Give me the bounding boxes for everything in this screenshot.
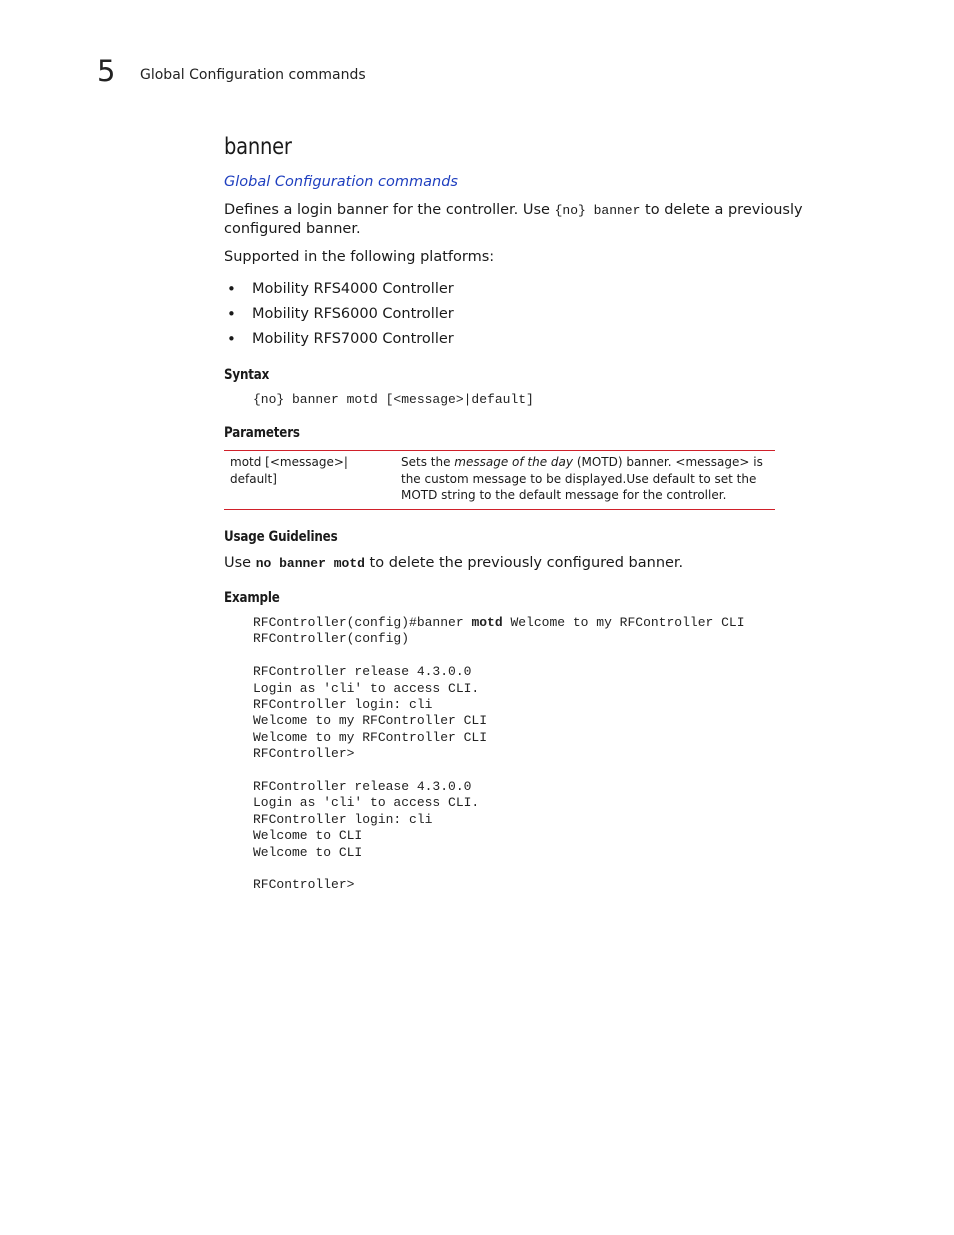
usage-text-before: Use xyxy=(224,554,256,571)
example-heading: Example xyxy=(224,589,280,606)
param-name-cell: motd [<message>| default] xyxy=(230,455,348,486)
example-first-prefix: RFController(config)#banner xyxy=(253,614,472,630)
list-item: • Mobility RFS7000 Controller xyxy=(224,327,844,352)
description-code: {no} banner xyxy=(554,203,641,218)
code-line: RFController release 4.3.0.0 xyxy=(253,778,472,794)
usage-code: no banner motd xyxy=(255,555,365,571)
code-line: Login as 'cli' to access CLI. xyxy=(253,795,480,811)
code-line: RFController> xyxy=(253,746,355,762)
parameters-heading: Parameters xyxy=(224,425,300,442)
code-line: Welcome to CLI xyxy=(253,828,363,844)
list-item: • Mobility RFS6000 Controller xyxy=(224,302,844,327)
code-line: RFController> xyxy=(253,877,355,893)
table-row xyxy=(224,451,775,510)
platform-list xyxy=(224,277,844,352)
example-first-bold: motd xyxy=(471,614,503,630)
code-line: RFController(config) xyxy=(253,631,410,647)
param-desc-before: Sets the xyxy=(401,455,455,470)
section-title: banner xyxy=(224,134,292,160)
example-code-lines xyxy=(253,631,487,892)
usage-heading: Usage Guidelines xyxy=(224,528,338,545)
example-first-suffix: Welcome to my RFController CLI xyxy=(502,614,745,630)
example-code-block xyxy=(224,615,844,894)
running-header-title: Global Configuration commands xyxy=(140,67,366,83)
parameters-table xyxy=(224,450,775,510)
syntax-heading: Syntax xyxy=(224,367,270,383)
param-description-cell xyxy=(395,451,775,510)
usage-text-after: to delete the previously configured banner. xyxy=(364,554,684,571)
param-desc-after: (MOTD) banner. <message> is the custom message to be displayed.Use default to set the MOTD string to the default message for the controller. xyxy=(401,455,763,503)
code-line: Login as 'cli' to access CLI. xyxy=(253,680,480,696)
code-line: Welcome to CLI xyxy=(253,844,363,860)
global-config-commands-link[interactable]: Global Configuration commands xyxy=(224,174,458,190)
code-line: RFController login: cli xyxy=(253,811,433,827)
code-line: Welcome to my RFController CLI xyxy=(253,713,488,729)
description-text-after: to delete a previously configured banner. xyxy=(224,202,803,237)
chapter-number: 5 xyxy=(97,54,116,88)
code-line: RFController release 4.3.0.0 xyxy=(253,664,472,680)
code-line: RFController login: cli xyxy=(253,696,433,712)
syntax-command: {no} banner motd [<message>|default] xyxy=(253,392,534,407)
param-desc-italic: message of the day xyxy=(454,455,573,470)
description-paragraph xyxy=(224,201,844,239)
platforms-intro: Supported in the following platforms: xyxy=(224,249,495,265)
list-item: • Mobility RFS4000 Controller xyxy=(224,277,844,302)
code-line: Welcome to my RFController CLI xyxy=(253,729,488,745)
page-content xyxy=(224,130,844,894)
description-text-before: Defines a login banner for the controller. Use xyxy=(224,202,555,218)
usage-paragraph xyxy=(224,554,844,573)
